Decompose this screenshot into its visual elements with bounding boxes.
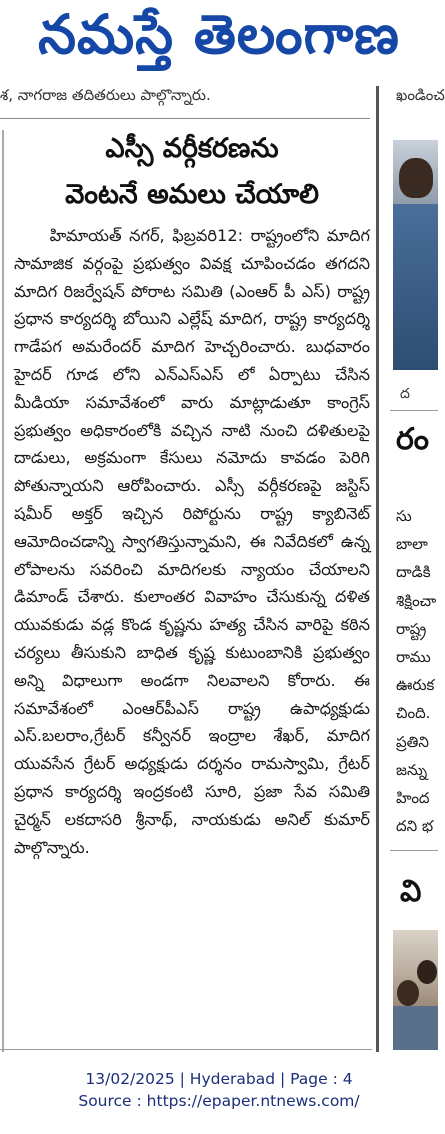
photo-person-body	[393, 204, 438, 370]
neighbour-line: ప్రతిని	[396, 732, 429, 751]
left-border	[2, 130, 4, 1052]
neighbour-line: సు	[396, 507, 412, 525]
photo-person-body	[393, 1006, 438, 1050]
neighbour-headline: రం	[396, 422, 429, 457]
photo-person-head	[399, 158, 433, 198]
cropped-text-top-left: శ, నాగరాజ తదితరులు పాల్గొన్నారు.	[0, 86, 211, 104]
footer-source-line[interactable]: Source : https://epaper.ntnews.com/	[78, 1092, 360, 1110]
photo-person-head	[397, 980, 419, 1006]
neighbour-line: రాము	[396, 648, 431, 667]
article-headline-line1: ఎస్సీ వర్గీకరణను	[105, 133, 279, 164]
column-divider	[376, 86, 379, 1052]
neighbour-line: జన్ను	[396, 760, 428, 779]
article-body: హిమాయత్ నగర్, ఫిబ్రవరి12: రాష్ట్రంలోని మాదిగ సామాజిక వర్గంపై ప్రభుత్వం వివక్ష చూపించడం తగదని మాదిగ రిజర్వేషన్ పోరాట సమితి (ఎంఆర్ పీ ఎస్) రాష్ట్ర ప్రధాన కార్యదర్శి బోయిని ఎల్లేష్ మాదిగ, రాష్ట్ర కార్యదర్శి గాడేపగ అమరేందర్ మాదిగ హెచ్చరించారు. బుధవారం హైదర్ గూడ లోని ఎన్ఎస్ఎస్ లో ఏర్పాటు చేసిన మీడియా సమావేశంలో వారు మాట్లాడుతూ కాంగ్రెస్ ప్రభుత్వం అధికారంలోకి వచ్చిన నాటి నుంచి దళితులపై దాడులు, అక్రమంగా కేసులు నమోదు కావడం పెరిగి పోతున్నాయని ఆరోపించారు. ఎస్సీ వర్గీకరణపై జస్టిస్ షమీర్ అక్తర్ ఇచ్చిన రిపోర్టును రాష్ట్ర క్యాబినెట్ ఆమోదించడాన్ని స్వాగతిస్తున్నామని, ఈ నివేదికలో ఉన్న లోపాలను సవరించి మాదిగలకు న్యాయం చేయాలని డిమాండ్ చేశారు. కులాంతర వివాహం చేసుకున్న దళిత యువకుడు వడ్ల కొండ కృష్ణను హత్య చేసిన వారిపై కఠిన చర్యలు తీసుకుని బాధిత కృష్ణ కుటుంబానికి ప్రభుత్వం అన్ని విధాలుగా అండగా నిలవాలని కోరారు. ఈ సమావేశంలో ఎంఆర్‌పీఎస్ రాష్ట్ర ఉపాధ్యక్షుడు ఎస్.బలరాం,గ్రేటర్ కన్వీనర్ ఇంద్రాల శేఖర్, మాదిగ యువసేన గ్రేటర్ అధ్యక్షుడు దర్శనం రామస్వామి, గ్రేటర్ ప్రధాన కార్యదర్శి ఇంద్రకంటి సూరి, ప్రజా సేవ సమితి చైర్మన్ లకదాసరి శ్రీనాథ్, నాయకుడు అనిల్ కుమార్ పాల్గొన్నారు.	[14, 226, 370, 857]
cropped-text-top-right: ఖండించ	[396, 86, 445, 104]
neighbour-article-body	[396, 502, 438, 840]
divider-bottom	[0, 1049, 372, 1050]
neighbour-line: చింది.	[396, 704, 431, 723]
neighbour-line: హింద	[396, 789, 430, 808]
masthead	[0, 0, 438, 82]
source-footer	[0, 1068, 438, 1112]
neighbour-line: శిక్షించా	[396, 591, 437, 610]
neighbour-line: రాష్ట్ర	[396, 619, 427, 638]
neighbour-line: దాడికి	[396, 563, 431, 582]
neighbour-headline-2: వి	[400, 874, 422, 909]
article-headline-line2: వెంటనే అమలు చేయాలి	[65, 179, 319, 210]
neighbour-line: బాలా	[396, 535, 428, 554]
divider-right-2	[390, 850, 438, 851]
masthead-title: నమస్తే తెలంగాణ	[38, 2, 400, 66]
neighbour-article-photo	[393, 140, 438, 370]
photo-person-head	[417, 960, 437, 984]
neighbour-line: ఊరుక	[396, 676, 435, 695]
cropped-caption: ద	[400, 386, 410, 402]
divider-right	[390, 410, 438, 411]
neighbour-line: దని భ	[396, 817, 434, 836]
news-article	[14, 126, 370, 861]
neighbour-article-photo-2	[393, 930, 438, 1050]
divider-top	[0, 118, 370, 119]
footer-date-line: 13/02/2025 | Hyderabad | Page : 4	[85, 1070, 353, 1088]
